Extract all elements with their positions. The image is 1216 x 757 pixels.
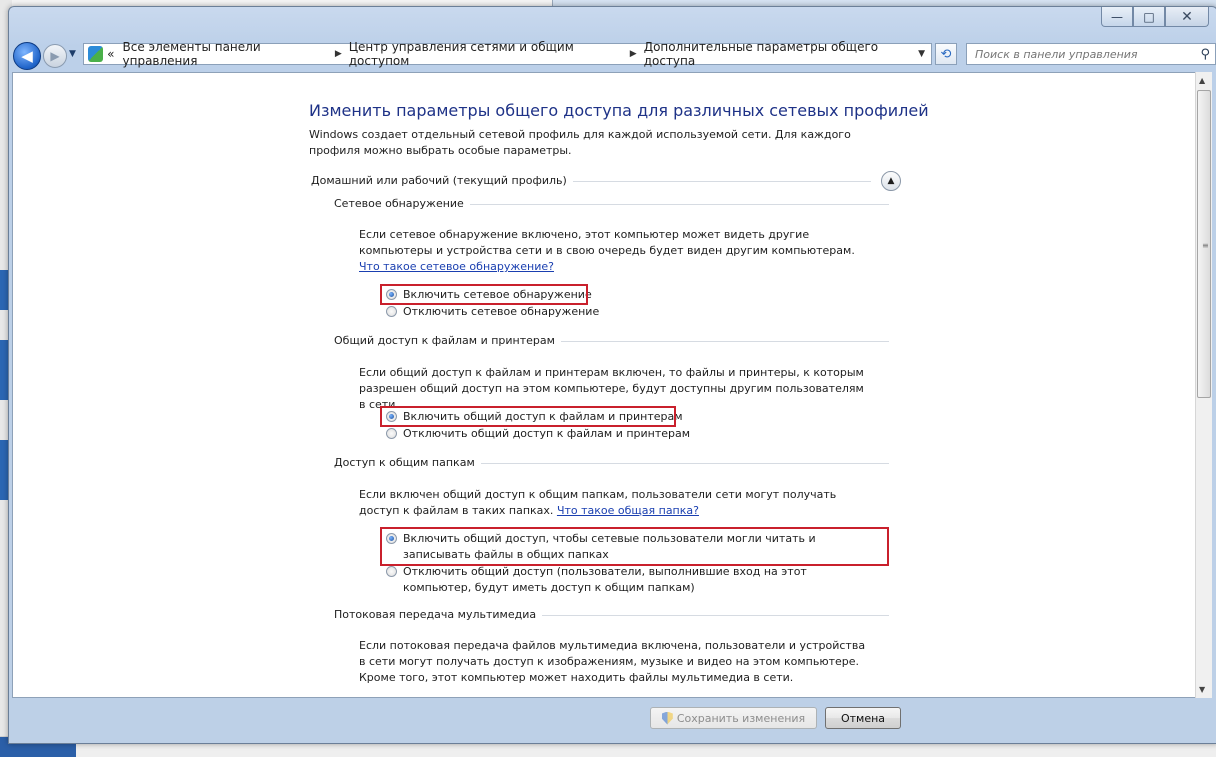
address-bar[interactable] (83, 40, 932, 68)
breadcrumb-overflow[interactable]: « (107, 47, 115, 61)
maximize-button[interactable]: □ (1133, 7, 1165, 27)
back-arrow-icon: ◀ (21, 47, 33, 65)
page-intro: Windows создает отдельный сетевой профиль для каждой используемой сети. Для каждого профиля можно выбрать особые параметры. (309, 128, 851, 157)
option-label[interactable]: Включить общий доступ, чтобы сетевые пользователи могли читать и записывать файлы в общих папках (403, 532, 816, 561)
section-title: Общий доступ к файлам и принтерам (334, 334, 561, 347)
save-label: Сохранить изменения (676, 711, 806, 725)
red-highlight-box (380, 406, 676, 427)
profile-label: Домашний или рабочий (текущий профиль) (311, 174, 573, 187)
section-network-discovery (334, 197, 889, 211)
description-text: Если включен общий доступ к общим папкам, пользователи сети могут получать доступ к файлам в таких папках. (359, 488, 837, 517)
minimize-button[interactable]: — (1101, 7, 1133, 27)
section-description (359, 227, 869, 275)
what-is-public-folder-link[interactable]: Что такое общая папка? (556, 504, 699, 517)
radio-disable-public-folders[interactable] (383, 564, 873, 596)
search-input[interactable] (973, 47, 1197, 62)
back-button[interactable] (13, 42, 41, 70)
cancel-button[interactable]: Отмена (825, 707, 901, 729)
navigation-bar (9, 39, 1215, 71)
refresh-button[interactable] (935, 43, 957, 65)
breadcrumb-advanced-sharing[interactable]: Дополнительные параметры общего доступа (643, 40, 879, 68)
option-label[interactable]: Отключить общий доступ к файлам и принтерам (403, 427, 691, 440)
refresh-icon: ⟲ (940, 46, 952, 62)
section-description: Если потоковая передача файлов мультимедиа включена, пользователи и устройства в сети могут получать доступ к изображениям, музыке и видео на этом компьютере. Кроме того, этот компьютер может находить файлы мультимедиа в сети. (359, 639, 866, 684)
section-description (359, 487, 869, 519)
forward-arrow-icon: ▶ (50, 49, 60, 63)
vertical-scrollbar[interactable] (1195, 72, 1212, 698)
close-button[interactable]: ✕ (1165, 7, 1209, 27)
radio-button[interactable] (386, 306, 397, 317)
section-public-folders (334, 456, 889, 470)
search-box[interactable] (966, 43, 1216, 65)
section-title: Доступ к общим папкам (334, 456, 481, 469)
profile-header-home-work[interactable] (311, 171, 895, 193)
red-highlight-box (380, 527, 889, 566)
grip-icon: ≡ (1202, 241, 1209, 250)
save-changes-button[interactable] (650, 707, 817, 729)
scrollbar-thumb[interactable] (1197, 90, 1211, 398)
option-label[interactable]: Включить сетевое обнаружение (403, 288, 592, 301)
breadcrumb-all-items[interactable]: Все элементы панели управления (122, 40, 261, 68)
red-highlight-box (380, 284, 588, 305)
breadcrumb-network-center[interactable]: Центр управления сетями и общим доступом (348, 40, 574, 68)
radio-disable-file-sharing[interactable] (383, 426, 690, 442)
section-title: Потоковая передача мультимедиа (334, 608, 542, 621)
radio-button[interactable] (386, 428, 397, 439)
forward-button[interactable] (43, 44, 67, 68)
section-description: Если общий доступ к файлам и принтерам включен, то файлы и принтеры, к которым разрешен общий доступ на этом компьютере, будут доступны другим пользователям в сети. (359, 366, 864, 411)
what-is-network-discovery-link[interactable]: Что такое сетевое обнаружение? (359, 260, 554, 273)
uac-shield-icon (662, 712, 673, 725)
window-controls (1101, 7, 1209, 27)
radio-button[interactable] (386, 566, 397, 577)
scroll-down-arrow-icon[interactable]: ▼ (1199, 685, 1206, 694)
section-title: Сетевое обнаружение (334, 197, 470, 210)
address-dropdown-icon[interactable]: ▼ (918, 49, 925, 59)
breadcrumb-separator-icon[interactable]: ▶ (629, 49, 637, 59)
control-panel-icon (88, 46, 103, 62)
content-pane (12, 72, 1196, 698)
scroll-up-arrow-icon[interactable]: ▲ (1199, 76, 1206, 85)
control-panel-window (8, 6, 1216, 744)
radio-disable-discovery[interactable] (383, 304, 599, 320)
option-label[interactable]: Отключить общий доступ (пользователи, выполнившие вход на этот компьютер, будут иметь доступ к общим папкам) (403, 565, 807, 594)
option-label[interactable]: Отключить сетевое обнаружение (403, 305, 600, 318)
button-bar (12, 699, 1212, 739)
option-label[interactable]: Включить общий доступ к файлам и принтерам (403, 410, 683, 423)
page-title: Изменить параметры общего доступа для различных сетевых профилей (309, 101, 929, 120)
recent-pages-dropdown[interactable]: ▼ (69, 49, 76, 59)
description-text: Если сетевое обнаружение включено, этот компьютер может видеть другие компьютеры и устройства сети и в свою очередь будет виден другим компьютерам. (359, 228, 855, 257)
breadcrumb-separator-icon[interactable]: ▶ (334, 49, 342, 59)
collapse-chevron-up-icon[interactable]: ▲ (881, 171, 901, 191)
search-icon[interactable]: ⚲ (1200, 46, 1210, 62)
section-media-streaming (334, 608, 889, 622)
section-file-printer-sharing (334, 334, 889, 348)
